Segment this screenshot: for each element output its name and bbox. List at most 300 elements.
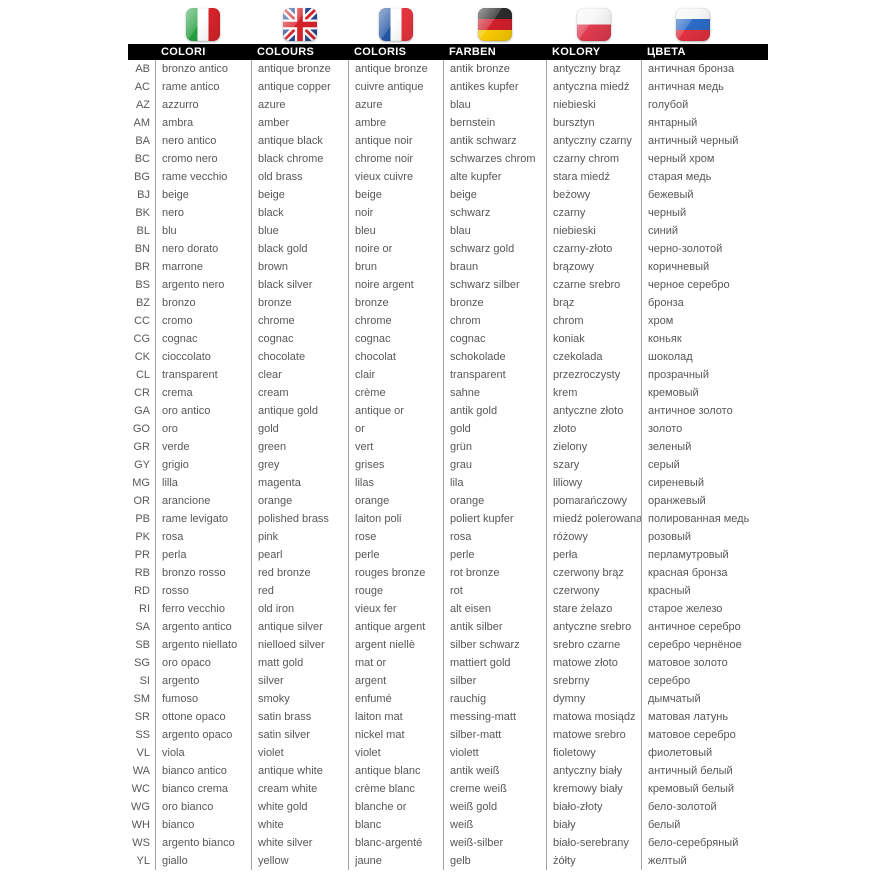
color-code: CK xyxy=(134,351,150,363)
color-polish: czerwony xyxy=(546,582,641,600)
color-italian: cognac xyxy=(155,330,251,348)
color-polish: matowe srebro xyxy=(546,726,641,744)
color-russian: бело-золотой xyxy=(641,798,745,816)
table-row xyxy=(128,474,768,492)
color-russian: черное серебро xyxy=(641,276,745,294)
color-french: rouges bronze xyxy=(348,564,443,582)
color-english: green xyxy=(251,438,348,456)
color-french: beige xyxy=(348,186,443,204)
table-row xyxy=(128,528,768,546)
italy-flag-icon xyxy=(186,8,220,41)
color-russian: кремовый xyxy=(641,384,745,402)
color-french: bleu xyxy=(348,222,443,240)
table-row xyxy=(128,402,768,420)
color-polish: liliowy xyxy=(546,474,641,492)
color-english: black xyxy=(251,204,348,222)
color-polish: różowy xyxy=(546,528,641,546)
color-german: bronze xyxy=(443,294,546,312)
table-row xyxy=(128,186,768,204)
color-polish: stare żelazo xyxy=(546,600,641,618)
table-row xyxy=(128,366,768,384)
color-russian: красная бронза xyxy=(641,564,745,582)
color-italian: cromo xyxy=(155,312,251,330)
color-german: orange xyxy=(443,492,546,510)
color-code: GO xyxy=(132,423,150,435)
color-russian: янтарный xyxy=(641,114,745,132)
color-polish: bursztyn xyxy=(546,114,641,132)
color-code: WH xyxy=(131,819,150,831)
color-russian: голубой xyxy=(641,96,745,114)
color-english: silver xyxy=(251,672,348,690)
table-row xyxy=(128,852,768,870)
flags-row xyxy=(128,6,768,42)
color-english: old iron xyxy=(251,600,348,618)
color-russian: синий xyxy=(641,222,745,240)
table-row xyxy=(128,96,768,114)
color-russian: матовое золото xyxy=(641,654,745,672)
color-russian: красный xyxy=(641,582,745,600)
color-french: antique noir xyxy=(348,132,443,150)
table-row xyxy=(128,600,768,618)
color-russian: серебро чернёное xyxy=(641,636,745,654)
table-row xyxy=(128,420,768,438)
color-code: BG xyxy=(134,171,150,183)
color-polish: krem xyxy=(546,384,641,402)
color-polish: biało-serebrany xyxy=(546,834,641,852)
color-english: amber xyxy=(251,114,348,132)
color-polish: szary xyxy=(546,456,641,474)
color-german: chrom xyxy=(443,312,546,330)
color-french: grises xyxy=(348,456,443,474)
color-translation-table xyxy=(128,6,768,870)
color-french: cuivre antique xyxy=(348,78,443,96)
color-german: silber-matt xyxy=(443,726,546,744)
color-english: beige xyxy=(251,186,348,204)
color-french: blanc-argenté xyxy=(348,834,443,852)
color-german: mattiert gold xyxy=(443,654,546,672)
color-code: WG xyxy=(131,801,150,813)
table-row xyxy=(128,114,768,132)
color-german: blau xyxy=(443,222,546,240)
color-italian: bianco xyxy=(155,816,251,834)
color-german: braun xyxy=(443,258,546,276)
color-code: WC xyxy=(131,783,150,795)
table-row xyxy=(128,312,768,330)
color-polish: antyczny czarny xyxy=(546,132,641,150)
table-row xyxy=(128,780,768,798)
color-german: gold xyxy=(443,420,546,438)
color-russian: зеленый xyxy=(641,438,745,456)
table-row xyxy=(128,672,768,690)
color-code: SI xyxy=(139,675,150,687)
color-italian: beige xyxy=(155,186,251,204)
color-english: cream xyxy=(251,384,348,402)
color-english: pearl xyxy=(251,546,348,564)
table-row xyxy=(128,204,768,222)
color-russian: черный хром xyxy=(641,150,745,168)
color-italian: transparent xyxy=(155,366,251,384)
color-russian: античная бронза xyxy=(641,60,745,78)
color-french: chrome noir xyxy=(348,150,443,168)
color-italian: oro opaco xyxy=(155,654,251,672)
color-russian: матовое серебро xyxy=(641,726,745,744)
color-polish: srebro czarne xyxy=(546,636,641,654)
table-row xyxy=(128,60,768,78)
color-code: AC xyxy=(134,81,150,93)
color-code: WS xyxy=(132,837,150,849)
color-italian: bronzo rosso xyxy=(155,564,251,582)
color-code: BA xyxy=(135,135,150,147)
color-french: laiton mat xyxy=(348,708,443,726)
color-english: cognac xyxy=(251,330,348,348)
color-italian: oro bianco xyxy=(155,798,251,816)
color-italian: fumoso xyxy=(155,690,251,708)
color-russian: старое железо xyxy=(641,600,745,618)
france-flag-icon xyxy=(379,8,413,41)
table-header xyxy=(128,44,768,60)
header-farben: FARBEN xyxy=(449,46,497,58)
color-german: schwarz silber xyxy=(443,276,546,294)
color-russian: оранжевый xyxy=(641,492,745,510)
color-french: argent xyxy=(348,672,443,690)
color-italian: bianco antico xyxy=(155,762,251,780)
color-italian: argento bianco xyxy=(155,834,251,852)
color-english: grey xyxy=(251,456,348,474)
color-polish: czarne srebro xyxy=(546,276,641,294)
table-row xyxy=(128,636,768,654)
color-english: pink xyxy=(251,528,348,546)
color-english: yellow xyxy=(251,852,348,870)
color-polish: czerwony brąz xyxy=(546,564,641,582)
color-english: antique copper xyxy=(251,78,348,96)
color-code: OR xyxy=(133,495,150,507)
color-german: sahne xyxy=(443,384,546,402)
color-english: antique black xyxy=(251,132,348,150)
color-french: crème blanc xyxy=(348,780,443,798)
color-polish: biało-złoty xyxy=(546,798,641,816)
color-german: beige xyxy=(443,186,546,204)
color-code: GY xyxy=(134,459,150,471)
table-row xyxy=(128,240,768,258)
color-code: SM xyxy=(133,693,150,705)
color-russian: кремовый белый xyxy=(641,780,745,798)
color-german: alt eisen xyxy=(443,600,546,618)
color-german: grün xyxy=(443,438,546,456)
united-kingdom-flag-icon xyxy=(283,8,317,41)
color-english: polished brass xyxy=(251,510,348,528)
color-russian: белый xyxy=(641,816,745,834)
color-russian: античное золото xyxy=(641,402,745,420)
color-russian: розовый xyxy=(641,528,745,546)
color-polish: miedź polerowana xyxy=(546,510,641,528)
color-french: vert xyxy=(348,438,443,456)
color-german: antik silber xyxy=(443,618,546,636)
color-polish: perła xyxy=(546,546,641,564)
germany-flag-icon xyxy=(478,8,512,41)
color-french: vieux fer xyxy=(348,600,443,618)
color-italian: cioccolato xyxy=(155,348,251,366)
color-german: gelb xyxy=(443,852,546,870)
color-code: AB xyxy=(135,63,150,75)
table-row xyxy=(128,132,768,150)
color-english: azure xyxy=(251,96,348,114)
color-french: rouge xyxy=(348,582,443,600)
color-french: nickel mat xyxy=(348,726,443,744)
color-german: weiß-silber xyxy=(443,834,546,852)
color-french: noire argent xyxy=(348,276,443,294)
color-french: laiton poli xyxy=(348,510,443,528)
table-row xyxy=(128,438,768,456)
color-polish: żółty xyxy=(546,852,641,870)
color-polish: przezroczysty xyxy=(546,366,641,384)
color-french: mat or xyxy=(348,654,443,672)
color-code: BN xyxy=(134,243,150,255)
color-italian: ottone opaco xyxy=(155,708,251,726)
color-russian: античная медь xyxy=(641,78,745,96)
color-polish: dymny xyxy=(546,690,641,708)
color-english: black gold xyxy=(251,240,348,258)
color-code: RI xyxy=(139,603,150,615)
color-russian: старая медь xyxy=(641,168,745,186)
table-row xyxy=(128,168,768,186)
color-code: VL xyxy=(136,747,150,759)
table-row xyxy=(128,726,768,744)
color-german: schwarz gold xyxy=(443,240,546,258)
table-row xyxy=(128,834,768,852)
color-italian: bronzo antico xyxy=(155,60,251,78)
table-row xyxy=(128,654,768,672)
color-italian: blu xyxy=(155,222,251,240)
color-french: azure xyxy=(348,96,443,114)
color-polish: matowe złoto xyxy=(546,654,641,672)
color-polish: biały xyxy=(546,816,641,834)
color-english: blue xyxy=(251,222,348,240)
color-french: antique or xyxy=(348,402,443,420)
color-code: AM xyxy=(133,117,150,129)
table-row xyxy=(128,78,768,96)
color-code: BZ xyxy=(135,297,150,309)
table-row xyxy=(128,294,768,312)
color-italian: verde xyxy=(155,438,251,456)
color-polish: niebieski xyxy=(546,222,641,240)
color-polish: antyczny biały xyxy=(546,762,641,780)
color-english: white silver xyxy=(251,834,348,852)
header-cveta: ЦВЕТА xyxy=(647,46,686,58)
color-german: bernstein xyxy=(443,114,546,132)
color-code: BJ xyxy=(137,189,150,201)
color-russian: фиолетовый xyxy=(641,744,745,762)
color-italian: ferro vecchio xyxy=(155,600,251,618)
color-italian: nero xyxy=(155,204,251,222)
table-row xyxy=(128,744,768,762)
color-italian: rame vecchio xyxy=(155,168,251,186)
color-code: RD xyxy=(134,585,150,597)
color-code: SR xyxy=(134,711,150,723)
color-english: clear xyxy=(251,366,348,384)
color-french: enfumé xyxy=(348,690,443,708)
color-code: CR xyxy=(134,387,150,399)
color-italian: marrone xyxy=(155,258,251,276)
color-polish: czekolada xyxy=(546,348,641,366)
table-row xyxy=(128,258,768,276)
color-italian: viola xyxy=(155,744,251,762)
color-code: GR xyxy=(133,441,150,453)
color-french: or xyxy=(348,420,443,438)
color-code: WA xyxy=(132,765,150,777)
color-german: silber schwarz xyxy=(443,636,546,654)
color-russian: бронза xyxy=(641,294,745,312)
table-row xyxy=(128,510,768,528)
color-polish: antyczne złoto xyxy=(546,402,641,420)
color-french: blanc xyxy=(348,816,443,834)
color-italian: argento opaco xyxy=(155,726,251,744)
color-german: rot bronze xyxy=(443,564,546,582)
color-italian: argento xyxy=(155,672,251,690)
color-german: silber xyxy=(443,672,546,690)
color-french: crème xyxy=(348,384,443,402)
color-italian: argento niellato xyxy=(155,636,251,654)
color-italian: perla xyxy=(155,546,251,564)
color-german: blau xyxy=(443,96,546,114)
table-row xyxy=(128,582,768,600)
color-english: bronze xyxy=(251,294,348,312)
color-russian: античное серебро xyxy=(641,618,745,636)
table-row xyxy=(128,618,768,636)
color-code: SG xyxy=(134,657,150,669)
color-french: argent niellè xyxy=(348,636,443,654)
color-german: antik bronze xyxy=(443,60,546,78)
color-german: schwarz xyxy=(443,204,546,222)
color-german: schokolade xyxy=(443,348,546,366)
color-english: black silver xyxy=(251,276,348,294)
color-polish: chrom xyxy=(546,312,641,330)
color-italian: ambra xyxy=(155,114,251,132)
header-colori: COLORI xyxy=(161,46,206,58)
color-code: BR xyxy=(134,261,150,273)
color-russian: коричневый xyxy=(641,258,745,276)
color-german: lila xyxy=(443,474,546,492)
color-english: antique gold xyxy=(251,402,348,420)
table-body xyxy=(128,60,768,870)
color-polish: czarny-złoto xyxy=(546,240,641,258)
table-row xyxy=(128,492,768,510)
color-german: poliert kupfer xyxy=(443,510,546,528)
color-english: cream white xyxy=(251,780,348,798)
color-german: antik schwarz xyxy=(443,132,546,150)
color-english: satin silver xyxy=(251,726,348,744)
color-russian: шоколад xyxy=(641,348,745,366)
color-italian: nero dorato xyxy=(155,240,251,258)
color-russian: прозрачный xyxy=(641,366,745,384)
poland-flag-icon xyxy=(577,8,611,41)
color-english: antique bronze xyxy=(251,60,348,78)
color-italian: nero antico xyxy=(155,132,251,150)
color-code: SB xyxy=(135,639,150,651)
color-italian: oro antico xyxy=(155,402,251,420)
color-german: cognac xyxy=(443,330,546,348)
color-english: white gold xyxy=(251,798,348,816)
color-french: vieux cuivre xyxy=(348,168,443,186)
color-english: old brass xyxy=(251,168,348,186)
color-french: cognac xyxy=(348,330,443,348)
color-english: antique white xyxy=(251,762,348,780)
color-french: violet xyxy=(348,744,443,762)
table-row xyxy=(128,384,768,402)
header-coloris: COLORIS xyxy=(354,46,407,58)
color-french: blanche or xyxy=(348,798,443,816)
color-italian: rame antico xyxy=(155,78,251,96)
color-code: CL xyxy=(135,369,150,381)
color-code: CC xyxy=(134,315,150,327)
color-code: AZ xyxy=(135,99,150,111)
color-russian: бежевый xyxy=(641,186,745,204)
color-english: satin brass xyxy=(251,708,348,726)
color-german: antik gold xyxy=(443,402,546,420)
color-italian: cromo nero xyxy=(155,150,251,168)
color-french: orange xyxy=(348,492,443,510)
color-code: BL xyxy=(136,225,150,237)
color-italian: arancione xyxy=(155,492,251,510)
color-german: grau xyxy=(443,456,546,474)
color-english: black chrome xyxy=(251,150,348,168)
color-code: GA xyxy=(134,405,150,417)
color-german: alte kupfer xyxy=(443,168,546,186)
color-french: chocolat xyxy=(348,348,443,366)
color-polish: beżowy xyxy=(546,186,641,204)
color-german: schwarzes chrom xyxy=(443,150,546,168)
color-french: bronze xyxy=(348,294,443,312)
color-polish: brązowy xyxy=(546,258,641,276)
color-italian: rame levigato xyxy=(155,510,251,528)
color-polish: antyczna miedź xyxy=(546,78,641,96)
color-italian: oro xyxy=(155,420,251,438)
color-french: brun xyxy=(348,258,443,276)
color-french: lilas xyxy=(348,474,443,492)
color-polish: brąz xyxy=(546,294,641,312)
color-german: transparent xyxy=(443,366,546,384)
color-russian: античный белый xyxy=(641,762,745,780)
color-french: antique argent xyxy=(348,618,443,636)
table-row xyxy=(128,816,768,834)
color-italian: argento antico xyxy=(155,618,251,636)
table-row xyxy=(128,798,768,816)
color-code: BS xyxy=(135,279,150,291)
table-row xyxy=(128,276,768,294)
color-english: magenta xyxy=(251,474,348,492)
color-code: CG xyxy=(133,333,150,345)
color-polish: srebrny xyxy=(546,672,641,690)
color-french: clair xyxy=(348,366,443,384)
color-polish: czarny chrom xyxy=(546,150,641,168)
color-polish: matowa mosiądz xyxy=(546,708,641,726)
color-russian: черно-золотой xyxy=(641,240,745,258)
color-english: chocolate xyxy=(251,348,348,366)
color-polish: koniak xyxy=(546,330,641,348)
table-row xyxy=(128,708,768,726)
color-german: antik weiß xyxy=(443,762,546,780)
color-russian: бело-серебряный xyxy=(641,834,745,852)
color-polish: antyczne srebro xyxy=(546,618,641,636)
color-english: brown xyxy=(251,258,348,276)
color-french: jaune xyxy=(348,852,443,870)
table-row xyxy=(128,564,768,582)
color-russian: коньяк xyxy=(641,330,745,348)
table-row xyxy=(128,150,768,168)
color-italian: bianco crema xyxy=(155,780,251,798)
color-code: RB xyxy=(134,567,150,579)
color-english: gold xyxy=(251,420,348,438)
color-italian: crema xyxy=(155,384,251,402)
